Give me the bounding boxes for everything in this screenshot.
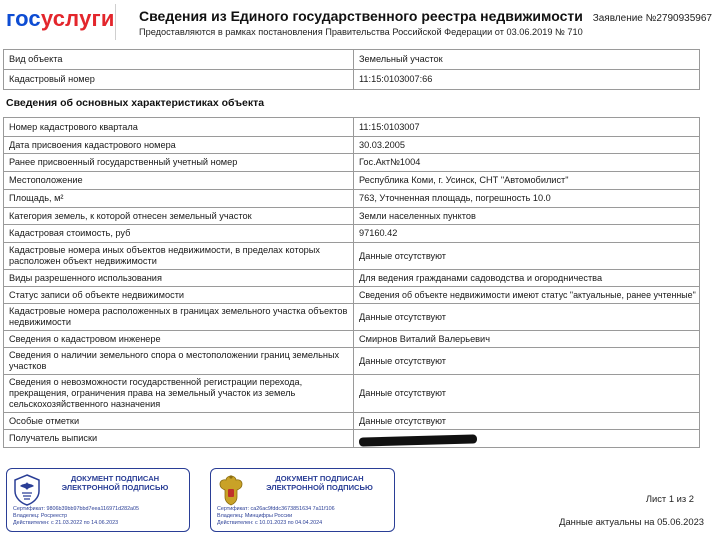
document-header: [0, 0, 720, 44]
row-value: Земельный участок: [354, 50, 700, 70]
row-value: Республика Коми, г. Усинск, СНТ "Автомобилист": [354, 172, 700, 190]
row-value: [354, 430, 700, 448]
row-value: 97160.42: [354, 225, 700, 243]
row-label: Кадастровые номера иных объектов недвижимости, в пределах которых расположен объект недвижимости: [4, 243, 354, 270]
table-row: [4, 375, 700, 413]
row-value: 30.03.2005: [354, 137, 700, 154]
header-divider: [115, 4, 116, 40]
redacted-recipient: [359, 434, 477, 446]
table-row: [4, 154, 700, 172]
row-value: Данные отсутствуют: [354, 304, 700, 331]
row-label: Местоположение: [4, 172, 354, 190]
section-title: Сведения об основных характеристиках объекта: [6, 97, 265, 109]
stamp-validity: Действителен: с 21.03.2022 по 14.06.2023: [13, 520, 119, 526]
row-label: Сведения о невозможности государственной регистрации перехода, прекращения, ограничения права на земельный участок из земель сельскохозяйственного назначения: [4, 375, 354, 413]
table-row: [4, 190, 700, 208]
table-row: [4, 225, 700, 243]
row-value: Данные отсутствуют: [354, 348, 700, 375]
row-label: Сведения о наличии земельного спора о местоположении границ земельных участков: [4, 348, 354, 375]
table-row: [4, 137, 700, 154]
row-label: Виды разрешенного использования: [4, 270, 354, 287]
object-type-table: [3, 49, 700, 90]
row-label: Кадастровый номер: [4, 70, 354, 90]
row-value: Гос.Акт№1004: [354, 154, 700, 172]
coat-of-arms-icon: [216, 473, 246, 507]
signature-stamp-mintsifry: [210, 468, 395, 532]
row-value: Данные отсутствуют: [354, 243, 700, 270]
document-title: Сведения из Единого государственного реестра недвижимости: [139, 8, 583, 24]
row-label: Особые отметки: [4, 413, 354, 430]
row-label: Кадастровая стоимость, руб: [4, 225, 354, 243]
sheet-counter: Лист 1 из 2: [645, 493, 694, 504]
row-label: Сведения о кадастровом инженере: [4, 331, 354, 348]
table-row: [4, 270, 700, 287]
row-value: Для ведения гражданами садоводства и огородничества: [354, 270, 700, 287]
table-row: [4, 348, 700, 375]
row-label: Статус записи об объекте недвижимости: [4, 287, 354, 304]
row-label: Категория земель, к которой отнесен земельный участок: [4, 208, 354, 225]
stamp-owner: Владелец: Минцифры России: [217, 513, 293, 519]
table-row: [4, 243, 700, 270]
row-label: Площадь, м²: [4, 190, 354, 208]
row-label: Кадастровые номера расположенных в границах земельного участка объектов недвижимости: [4, 304, 354, 331]
table-row: [4, 50, 700, 70]
row-value: Смирнов Виталий Валерьевич: [354, 331, 700, 348]
row-label: Вид объекта: [4, 50, 354, 70]
row-value: 11:15:0103007: [354, 118, 700, 137]
row-value: Данные отсутствуют: [354, 375, 700, 413]
signature-stamp-rosreestr: [6, 468, 190, 532]
table-row: [4, 304, 700, 331]
table-row: [4, 172, 700, 190]
table-row: [4, 430, 700, 448]
application-number: Заявление №2790935967: [592, 13, 712, 24]
stamp-certificate: Сертификат: 9806b39bb97bbd7eea116971d282a05: [13, 506, 140, 512]
row-label: Ранее присвоенный государственный учетный номер: [4, 154, 354, 172]
row-value: Данные отсутствуют: [354, 413, 700, 430]
row-label: Получатель выписки: [4, 430, 354, 448]
stamp-validity: Действителен: с 10.01.2023 по 04.04.2024: [217, 520, 323, 526]
row-value: 763, Уточненная площадь, погрешность 10.0: [354, 190, 700, 208]
document-subtitle: Предоставляются в рамках постановления Правительства Российской Федерации от 03.06.2019 № 710: [139, 27, 583, 37]
row-value: Земли населенных пунктов: [354, 208, 700, 225]
table-row: [4, 118, 700, 137]
gosuslugi-logo: госуслуги: [6, 6, 115, 31]
row-label: Дата присвоения кадастрового номера: [4, 137, 354, 154]
table-row: [4, 331, 700, 348]
row-value: Сведения об объекте недвижимости имеют статус "актуальные, ранее учтенные": [354, 287, 700, 304]
rosreestr-emblem-icon: [12, 473, 42, 507]
data-actual-date: Данные актуальны на 05.06.2023: [559, 516, 704, 527]
row-value: 11:15:0103007:66: [354, 70, 700, 90]
stamp-certificate: Сертификат: ca26ac9fddc3673851634 7a11f106: [217, 506, 335, 512]
stamp-title: ДОКУМЕНТ ПОДПИСАН ЭЛЕКТРОННОЙ ПОДПИСЬЮ: [266, 474, 373, 492]
row-label: Номер кадастрового квартала: [4, 118, 354, 137]
characteristics-table: [3, 117, 700, 448]
table-row: [4, 208, 700, 225]
stamp-title: ДОКУМЕНТ ПОДПИСАН ЭЛЕКТРОННОЙ ПОДПИСЬЮ: [61, 474, 169, 492]
table-row: [4, 413, 700, 430]
stamp-owner: Владелец: Росреестр: [13, 513, 68, 519]
table-row: [4, 70, 700, 90]
table-row: [4, 287, 700, 304]
